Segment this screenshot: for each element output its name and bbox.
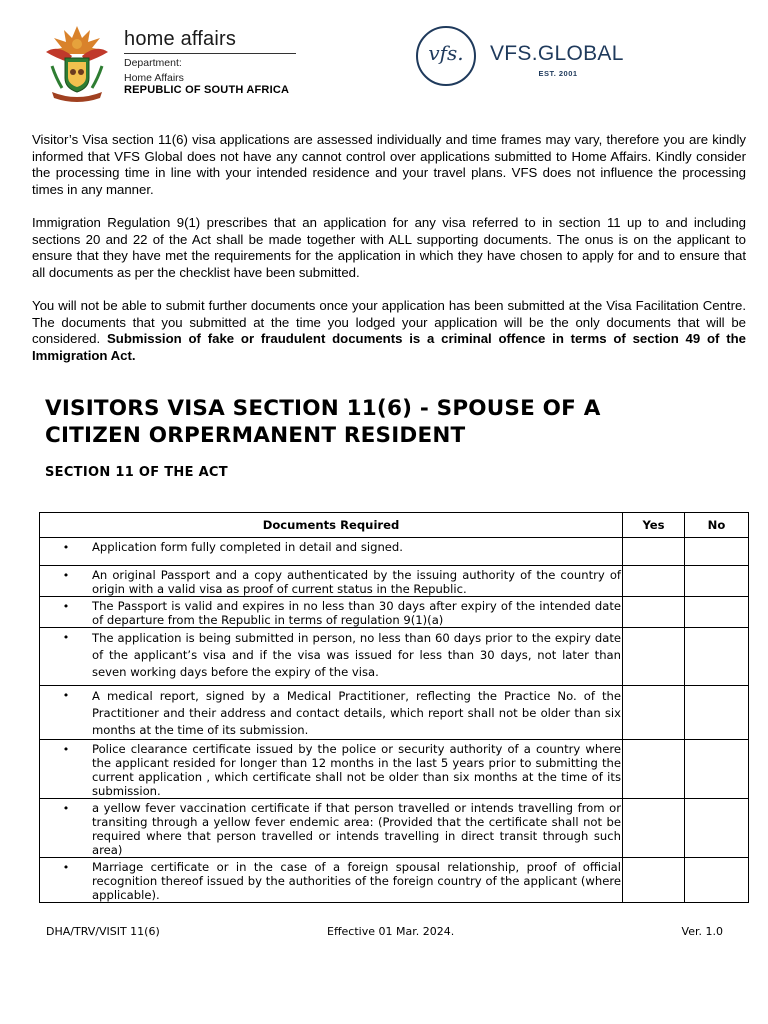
bullet: • [62,861,70,874]
fraud-warning: Submission of fake or fraudulent documents is a criminal offence in terms of section 49 of the Immigration Act. [32,331,747,363]
yes-checkbox-cell[interactable] [623,628,685,686]
table-row [40,566,749,597]
no-checkbox-cell[interactable] [685,566,749,597]
document-requirement: Marriage certificate or in the case of a foreign spousal relationship, proof of official recognition thereof issued by the authorities of the foreign country of the applicant (where applicable). [92,860,621,902]
document-requirement: Police clearance certificate issued by the police or security authority of a country where the applicant resided for longer than 12 months in the last 5 years prior to submitting the current application , which certificate shall not be older than six months at the time of its submission. [92,742,621,798]
document-requirement: a yellow fever vaccination certificate if that person travelled or intends travelling from or transiting through a yellow fever endemic area: (Provided that the certificate shall not be required where that person travelled or intends travelling in direct transit through such area) [92,801,621,857]
intro-paragraph-regulation: Immigration Regulation 9(1) prescribes that an application for any visa referred to in section 11 up to and including sections 20 and 22 of the Act shall be made together with ALL supporting documents. The onus is on the applicant to ensure that they have met the requirements for the application in which they have chosen to apply for and to ensure that all documents as per the checklist have been submitted. [32,215,746,280]
vfs-emblem-text: vfs. [428,41,464,65]
table-row [40,597,749,628]
no-checkbox-cell[interactable] [685,538,749,566]
home-affairs-wordmark [124,28,296,96]
document-requirement: The application is being submitted in person, no less than 60 days prior to the expiry date of the applicant’s visa and if the visa was issued for less than 30 days, not later than seven working days before the expiry of the visa. [92,631,621,679]
version-number: Ver. 1.0 [681,925,723,938]
no-checkbox-cell[interactable] [685,597,749,628]
document-cell [40,597,623,628]
yes-header: Yes [623,513,685,538]
vfs-brand-name: VFS.GLOBAL [490,42,624,65]
no-header: No [685,513,749,538]
vfs-established: EST. 2001 [538,69,578,78]
no-checkbox-cell[interactable] [685,740,749,799]
table-header-row [40,513,749,538]
bullet: • [62,541,70,554]
header [38,22,728,112]
document-requirement: Application form fully completed in detail and signed. [92,540,403,554]
table-row [40,628,749,686]
bullet: • [62,802,70,815]
coat-of-arms-icon [38,22,116,102]
document-cell [40,740,623,799]
yes-checkbox-cell[interactable] [623,538,685,566]
yes-checkbox-cell[interactable] [623,799,685,858]
intro-paragraph-processing: Visitor’s Visa section 11(6) visa applications are assessed individually and time frames may vary, therefore you are kindly informed that VFS Global does not have any cannot control over applications submitted to Home Affairs. Kindly consider the processing time in line with your intended residence and your travel plans. VFS does not influence the processing times in any manner. [32,132,746,197]
document-reference: DHA/TRV/VISIT 11(6) [46,925,160,938]
bullet: • [62,743,70,756]
title-line-2: CITIZEN ORPERMANENT RESIDENT [45,423,466,448]
bullet: • [62,631,70,644]
document-cell [40,858,623,903]
table-row [40,686,749,740]
no-checkbox-cell[interactable] [685,628,749,686]
no-checkbox-cell[interactable] [685,686,749,740]
table-row [40,858,749,903]
department-label: Department: [124,57,182,69]
requirements-table [39,512,749,903]
submission-note: You will not be able to submit further documents once your application has been submitted at the Visa Facilitation Centre. The documents that you submitted at the time you lodged your application will be the only documents that will be considered. [32,298,746,346]
document-requirement: The Passport is valid and expires in no less than 30 days after expiry of the intended date of departure from the Republic in terms of regulation 9(1)(a) [92,599,621,627]
home-affairs-logo [38,22,293,102]
document-cell [40,686,623,740]
table-row [40,740,749,799]
document-cell [40,538,623,566]
yes-checkbox-cell[interactable] [623,686,685,740]
bullet: • [62,569,70,582]
intro-paragraph-submission [32,298,746,364]
country-name: REPUBLIC OF SOUTH AFRICA [124,84,290,96]
yes-checkbox-cell[interactable] [623,858,685,903]
page-title [45,395,725,449]
document-cell [40,628,623,686]
yes-checkbox-cell[interactable] [623,597,685,628]
no-checkbox-cell[interactable] [685,858,749,903]
document-cell [40,566,623,597]
section-subtitle: SECTION 11 OF THE ACT [45,465,228,480]
document-requirement: An original Passport and a copy authenticated by the issuing authority of the country of origin with a valid visa as proof of current status in the Republic. [92,568,621,596]
table-row [40,799,749,858]
table-row [40,538,749,566]
documents-required-header: Documents Required [40,513,623,538]
effective-date: Effective 01 Mar. 2024. [327,925,455,938]
intro-text [32,132,746,381]
vfs-global-logo [416,26,626,88]
yes-checkbox-cell[interactable] [623,740,685,799]
document-requirement: A medical report, signed by a Medical Practitioner, reflecting the Practice No. of the Practitioner and their address and contact details, which report shall not be older than six months at the time of its submission. [92,689,621,737]
home-affairs-name: home affairs [124,28,296,54]
bullet: • [62,689,70,702]
title-line-1: VISITORS VISA SECTION 11(6) - SPOUSE OF A [45,396,601,421]
department-name: Home Affairs [124,72,184,84]
yes-checkbox-cell[interactable] [623,566,685,597]
bullet: • [62,600,70,613]
document-cell [40,799,623,858]
no-checkbox-cell[interactable] [685,799,749,858]
